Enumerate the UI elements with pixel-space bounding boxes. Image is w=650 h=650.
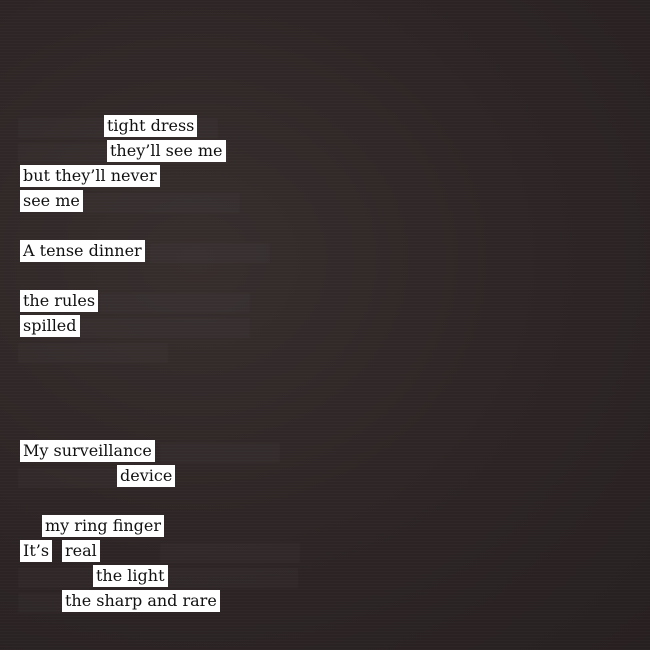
- poem-line-spilled: spilled: [20, 315, 80, 337]
- poem-line-but-theyll-never: but they’ll never: [20, 165, 160, 187]
- redacted-text-texture: [18, 468, 118, 488]
- redacted-text-texture: [80, 318, 250, 338]
- poem-line-the-sharp-and-rare: the sharp and rare: [62, 590, 220, 612]
- poem-line-its: It’s: [20, 540, 52, 562]
- redacted-text-texture: [150, 243, 270, 263]
- poem-line-see-me: see me: [20, 190, 83, 212]
- redacted-text-texture: [160, 543, 300, 563]
- poem-line-theyll-see-me: they’ll see me: [107, 140, 226, 162]
- redacted-text-texture: [18, 343, 168, 363]
- redacted-text-texture: [100, 293, 250, 313]
- poem-line-tight-dress: tight dress: [104, 115, 197, 137]
- poem-line-the-light: the light: [93, 565, 168, 587]
- poem-line-the-rules: the rules: [20, 290, 98, 312]
- poem-line-my-surveillance: My surveillance: [20, 440, 155, 462]
- poem-line-my-ring-finger: my ring finger: [42, 515, 164, 537]
- redacted-text-texture: [80, 193, 240, 213]
- poem-line-real: real: [62, 540, 100, 562]
- poem-line-a-tense-dinner: A tense dinner: [20, 240, 145, 262]
- redacted-text-texture: [160, 443, 280, 463]
- poem-line-device: device: [117, 465, 175, 487]
